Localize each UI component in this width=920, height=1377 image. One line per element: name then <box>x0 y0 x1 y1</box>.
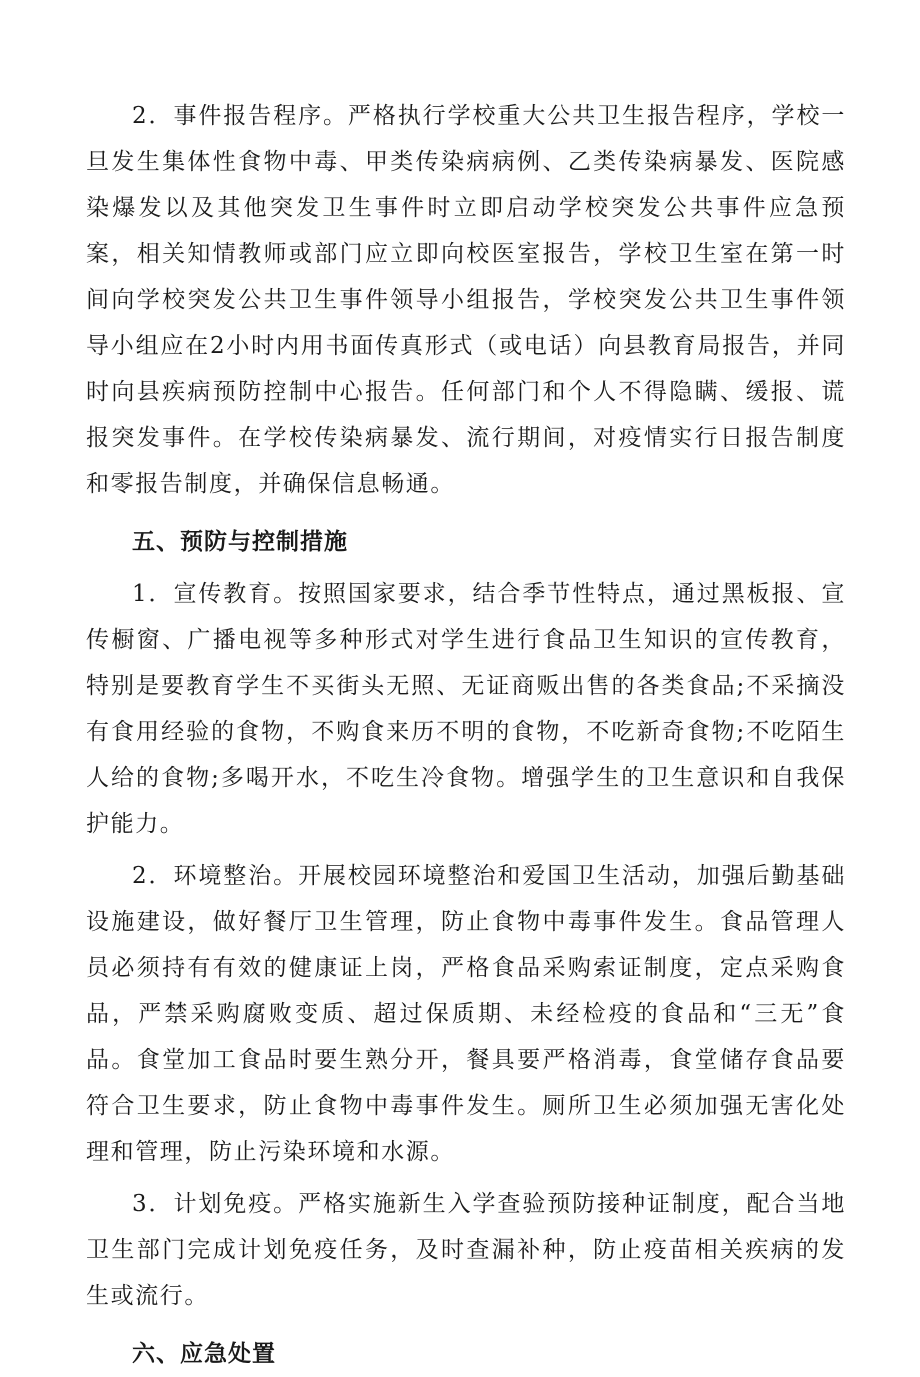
paragraph-publicity-education: 1．宣传教育。按照国家要求，结合季节性特点，通过黑板报、宣传橱窗、广播电视等多种形式对学生进行食品卫生知识的宣传教育，特别是要教育学生不买街头无照、无证商贩出售的各类食品;不采摘没有食用经验的食物，不购食来历不明的食物，不吃新奇食物;不吃陌生人给的食物;多喝开水，不吃生冷食物。增强学生的卫生意识和自我保护能力。 <box>86 581 846 837</box>
paragraph-event-reporting: 2．事件报告程序。严格执行学校重大公共卫生报告程序，学校一旦发生集体性食物中毒、甲类传染病病例、乙类传染病暴发、医院感染爆发以及其他突发卫生事件时立即启动学校突发公共事件应急预案，相关知情教师或部门应立即向校医室报告，学校卫生室在第一时间向学校突发公共卫生事件领导小组报告，学校突发公共卫生事件领导小组应在2小时内用书面传真形式（或电话）向县教育局报告，并同时向县疾病预防控制中心报告。任何部门和个人不得隐瞒、缓报、谎报突发事件。在学校传染病暴发、流行期间，对疫情实行日报告制度和零报告制度，并确保信息畅通。 <box>86 103 846 497</box>
document-page <box>86 93 846 1377</box>
section-heading-emergency-response: 六、应急处置 <box>132 1341 276 1367</box>
paragraph-environment-improvement: 2．环境整治。开展校园环境整治和爱国卫生活动，加强后勤基础设施建设，做好餐厅卫生管理，防止食物中毒事件发生。食品管理人员必须持有有效的健康证上岗，严格食品采购索证制度，定点采购食品，严禁采购腐败变质、超过保质期、未经检疫的食品和“三无”食品。食堂加工食品时要生熟分开，餐具要严格消毒，食堂储存食品要符合卫生要求，防止食物中毒事件发生。厕所卫生必须加强无害化处理和管理，防止污染环境和水源。 <box>86 863 846 1165</box>
section-heading-prevention-control: 五、预防与控制措施 <box>132 529 348 555</box>
paragraph-planned-immunization: 3．计划免疫。严格实施新生入学查验预防接种证制度，配合当地卫生部门完成计划免疫任务，及时查漏补种，防止疫苗相关疾病的发生或流行。 <box>86 1191 846 1309</box>
